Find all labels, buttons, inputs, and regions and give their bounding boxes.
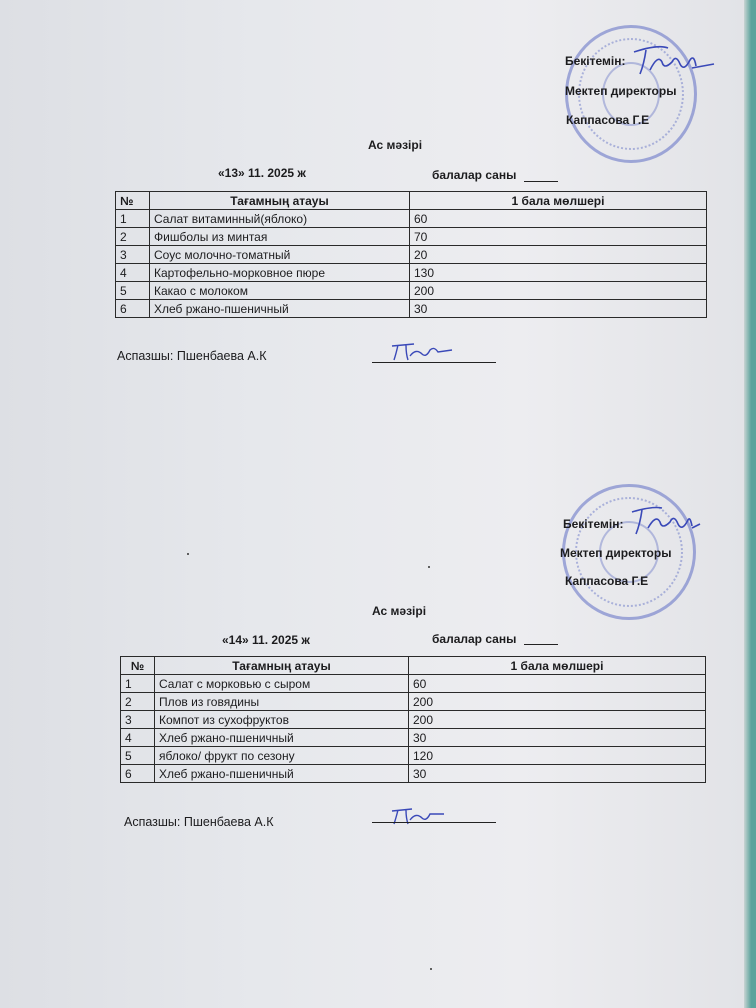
table-row [116,228,707,246]
row-num: 4 [121,729,155,747]
row-portion: 60 [409,675,706,693]
header-num: № [121,657,155,675]
table-row [121,747,706,765]
menu-date: «14» 11. 2025 ж [222,633,310,647]
row-portion: 120 [409,747,706,765]
row-dish-name: яблоко/ фрукт по сезону [155,747,409,765]
table-row [121,729,706,747]
row-dish-name: Какао с молоком [150,282,410,300]
row-portion: 30 [409,729,706,747]
row-num: 2 [116,228,150,246]
row-portion: 20 [410,246,707,264]
cook-signature-line [372,362,496,363]
row-num: 5 [116,282,150,300]
row-num: 3 [116,246,150,264]
table-row [121,693,706,711]
children-count-line [524,181,558,182]
table-row [116,282,707,300]
director-label: Мектеп директоры [560,546,672,560]
row-dish-name: Хлеб ржано-пшеничный [155,729,409,747]
row-num: 1 [121,675,155,693]
header-dish-name: Тағамның атауы [155,657,409,675]
table-header-row [121,657,706,675]
row-dish-name: Картофельно-морковное пюре [150,264,410,282]
row-portion: 200 [409,711,706,729]
cook-signature-line [372,822,496,823]
cook-label: Аспазшы: Пшенбаева А.К [117,349,267,363]
menu-table [115,191,707,318]
row-dish-name: Соус молочно-томатный [150,246,410,264]
director-name: Каппасова Г.Е [566,113,650,127]
menu-title: Ас мәзірі [372,604,427,618]
row-dish-name: Салат с морковью с сыром [155,675,409,693]
row-portion: 130 [410,264,707,282]
approve-label: Бекітемін: [565,54,626,68]
table-row [116,246,707,264]
header-portion: 1 бала мөлшері [409,657,706,675]
background-edge [744,0,756,1008]
menu-table [120,656,706,783]
paper-speck [187,553,189,555]
children-count-label: балалар саны [432,632,517,646]
row-portion: 30 [409,765,706,783]
menu-title: Ас мәзірі [368,138,423,152]
table-row [116,300,707,318]
director-signature [626,502,706,540]
cook-signature [388,806,448,828]
row-dish-name: Салат витаминный(яблоко) [150,210,410,228]
row-dish-name: Компот из сухофруктов [155,711,409,729]
table-row [116,210,707,228]
menu-date: «13» 11. 2025 ж [218,166,306,180]
paper-speck [430,968,432,970]
paper-speck [428,566,430,568]
row-portion: 70 [410,228,707,246]
approve-label: Бекітемін: [563,517,624,531]
row-dish-name: Плов из говядины [155,693,409,711]
row-num: 5 [121,747,155,765]
row-dish-name: Фишболы из минтая [150,228,410,246]
director-label: Мектеп директоры [565,84,677,98]
header-portion: 1 бала мөлшері [410,192,707,210]
director-name: Каппасова Г.Е [565,574,649,588]
row-num: 6 [116,300,150,318]
row-portion: 60 [410,210,707,228]
header-dish-name: Тағамның атауы [150,192,410,210]
table-row [121,675,706,693]
children-count-line [524,644,558,645]
row-portion: 200 [409,693,706,711]
row-num: 4 [116,264,150,282]
row-num: 3 [121,711,155,729]
table-row [121,711,706,729]
cook-signature [388,340,458,364]
children-count-label: балалар саны [432,168,517,182]
table-row [116,264,707,282]
header-num: № [116,192,150,210]
row-portion: 30 [410,300,707,318]
row-portion: 200 [410,282,707,300]
row-num: 1 [116,210,150,228]
table-row [121,765,706,783]
cook-label: Аспазшы: Пшенбаева А.К [124,815,274,829]
row-dish-name: Хлеб ржано-пшеничный [155,765,409,783]
table-header-row [116,192,707,210]
row-num: 2 [121,693,155,711]
row-num: 6 [121,765,155,783]
director-signature [628,40,718,80]
row-dish-name: Хлеб ржано-пшеничный [150,300,410,318]
